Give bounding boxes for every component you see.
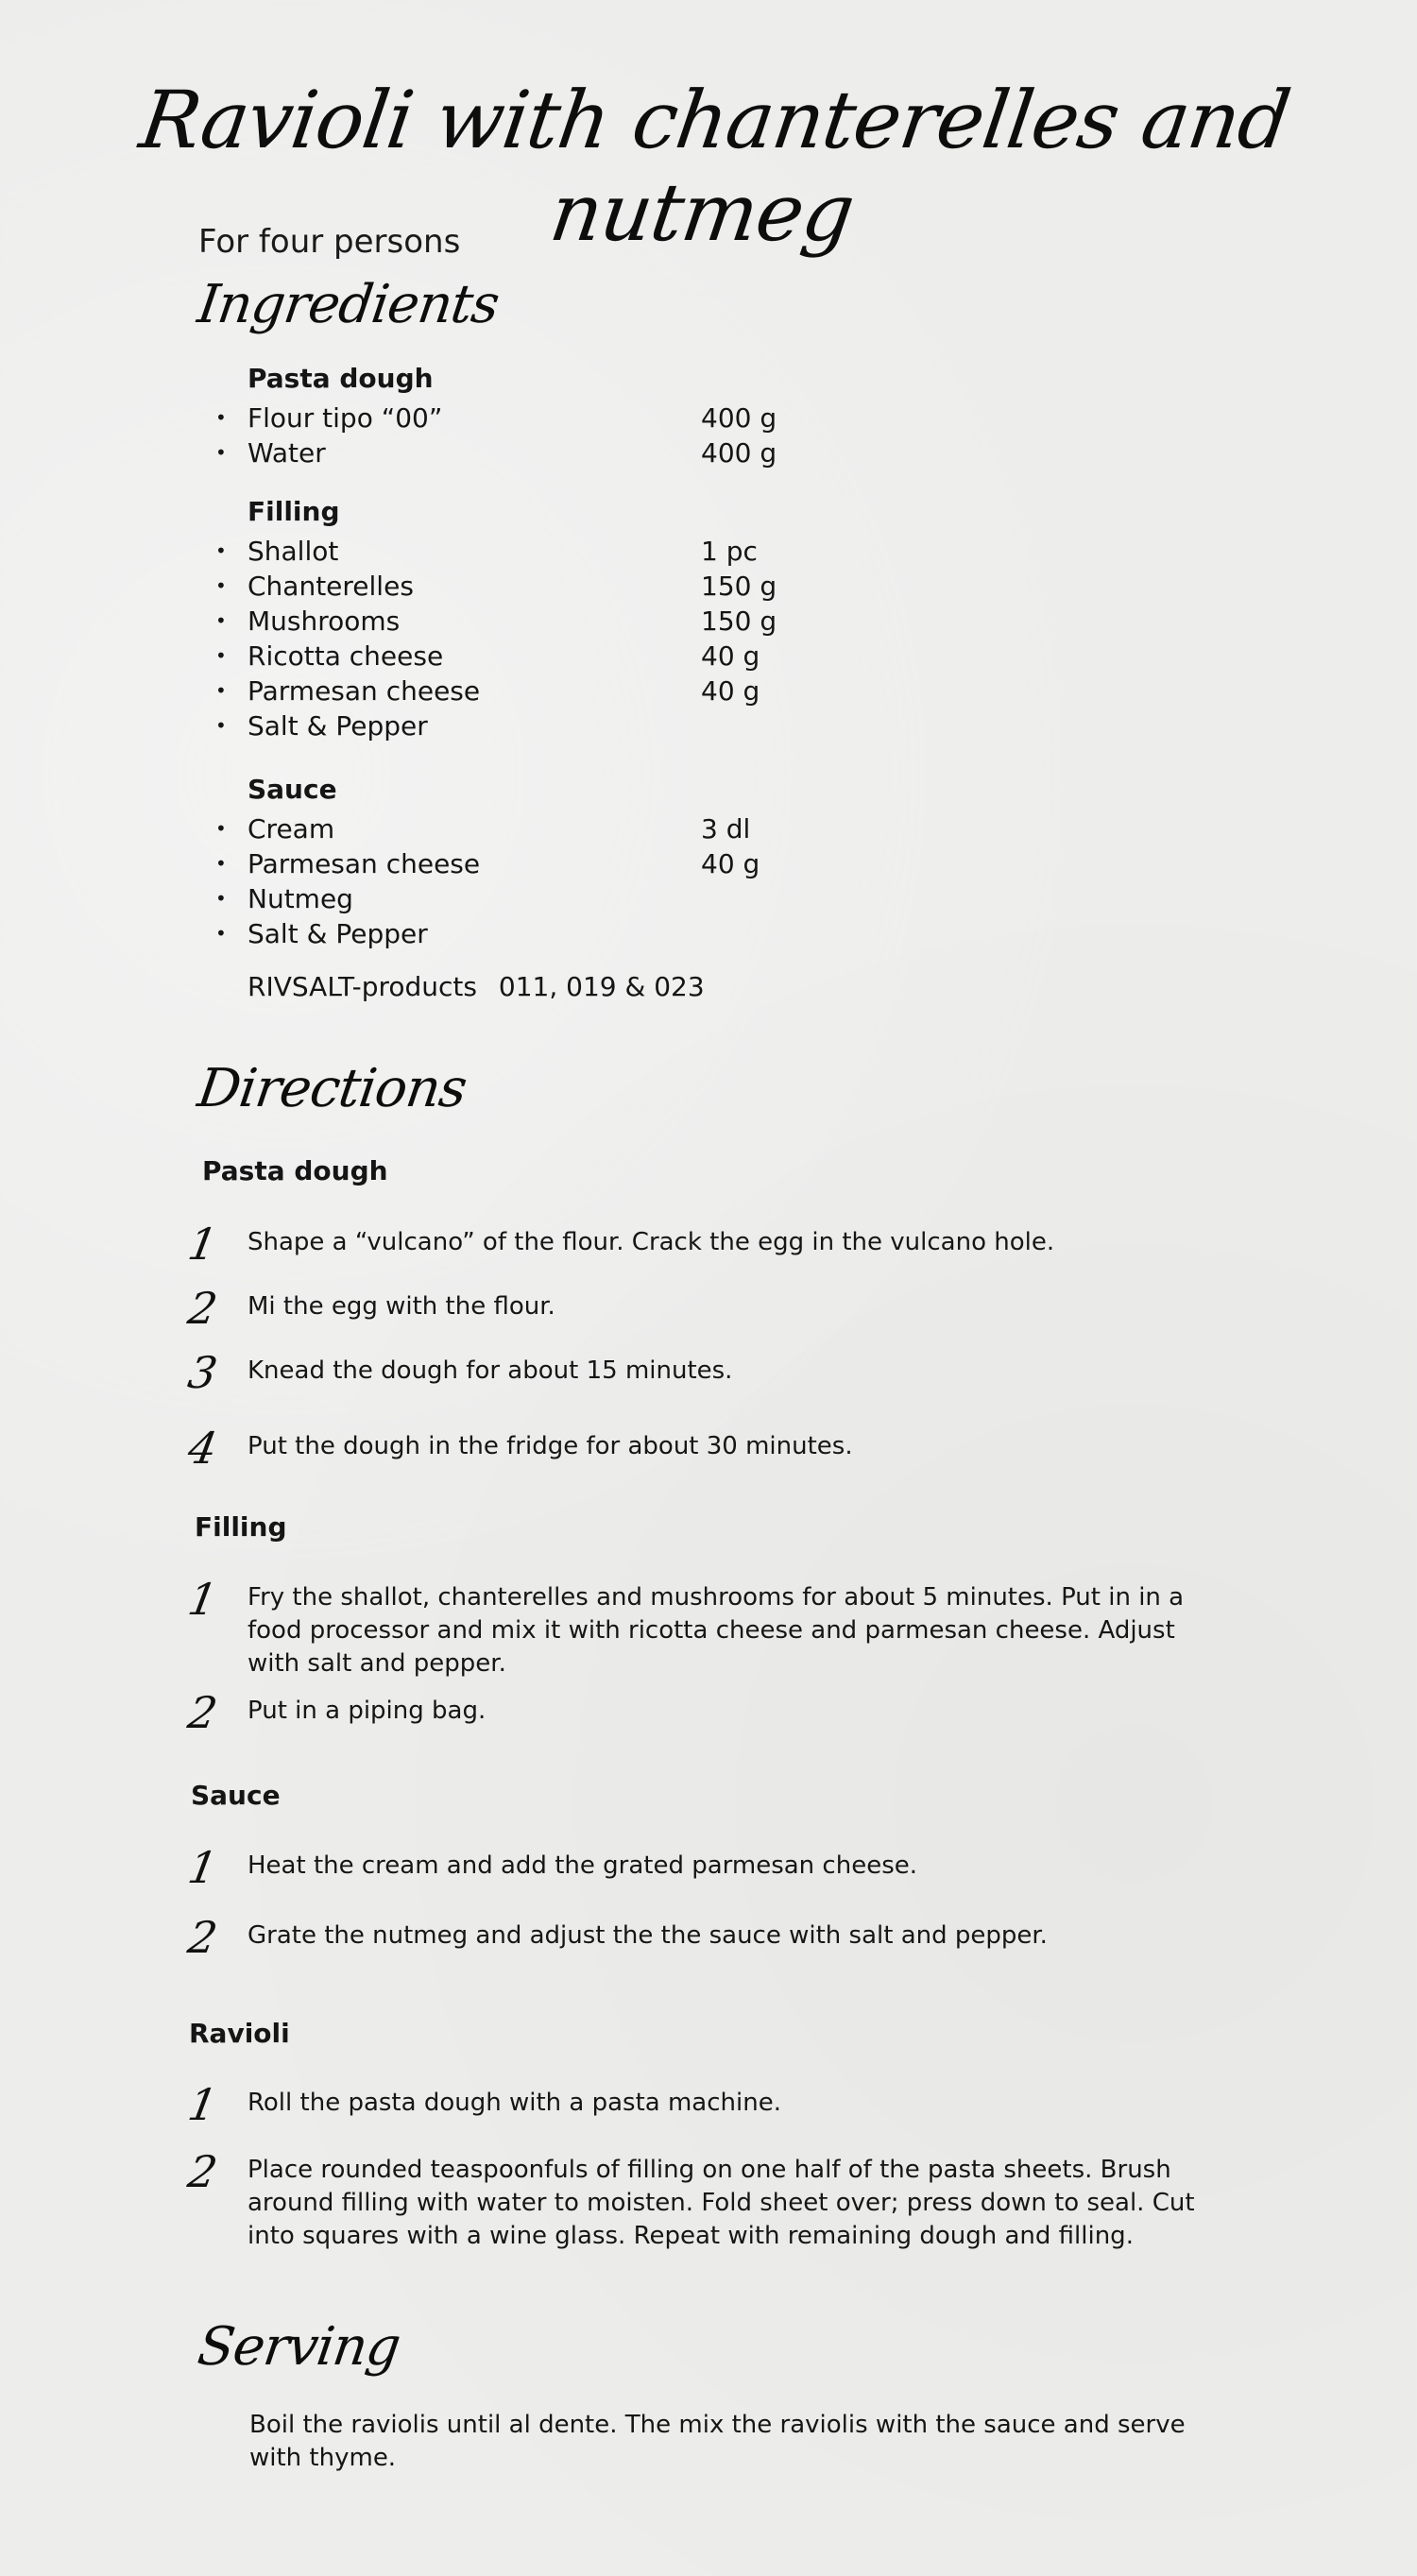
servings-note: For four persons bbox=[198, 223, 461, 261]
bullet: • bbox=[215, 714, 227, 737]
ingredient-name: Water bbox=[248, 437, 326, 469]
ingredient-name: Cream bbox=[248, 813, 335, 844]
step-text: Heat the cream and add the grated parmesan cheese. bbox=[248, 1851, 917, 1880]
direction-step bbox=[184, 1574, 1209, 1680]
bullet: • bbox=[215, 644, 227, 667]
bullet: • bbox=[215, 609, 227, 632]
ingredient-quantity: 40 g bbox=[701, 675, 760, 707]
step-text: Fry the shallot, chanterelles and mushrooms for about 5 minutes. Put in in a food processor and mix it with ricotta cheese and parmesan cheese. Adjust with salt and pepper. bbox=[248, 1583, 1185, 1678]
step-text: Knead the dough for about 15 minutes. bbox=[248, 1356, 733, 1385]
ingredient-row bbox=[215, 916, 877, 951]
step-number: 1 bbox=[184, 1574, 222, 1625]
bullet: • bbox=[215, 539, 227, 562]
ingredients-heading: Ingredients bbox=[194, 274, 503, 335]
ingredient-name: Flour tipo “00” bbox=[248, 402, 443, 434]
step-text: Shape a “vulcano” of the flour. Crack the egg in the vulcano hole. bbox=[248, 1228, 1055, 1256]
ingredient-quantity: 150 g bbox=[701, 606, 777, 637]
ingredient-name: Parmesan cheese bbox=[248, 675, 481, 707]
ingredient-row bbox=[215, 401, 877, 435]
direction-step bbox=[184, 2079, 1209, 2130]
direction-step bbox=[184, 1283, 1209, 1334]
ingredient-group-pasta-dough bbox=[215, 363, 877, 470]
bullet: • bbox=[215, 852, 227, 875]
direction-step bbox=[184, 1423, 1209, 1474]
step-number: 1 bbox=[184, 2079, 222, 2130]
ingredient-row bbox=[215, 708, 877, 743]
ingredient-row bbox=[215, 674, 877, 708]
recipe-title: Ravioli with chanterelles and nutmeg bbox=[134, 74, 1296, 259]
step-number: 2 bbox=[184, 1283, 222, 1334]
ingredient-quantity: 1 pc bbox=[701, 536, 758, 567]
bullet: • bbox=[215, 817, 227, 840]
products-codes: 011, 019 & 023 bbox=[498, 971, 705, 1002]
step-number: 1 bbox=[184, 1842, 222, 1893]
ingredient-name: Chanterelles bbox=[248, 571, 414, 602]
direction-step bbox=[184, 1687, 1209, 1738]
ingredient-row bbox=[215, 846, 877, 881]
step-number: 2 bbox=[184, 1687, 222, 1738]
ingredient-name: Salt & Pepper bbox=[248, 918, 428, 949]
ingredient-row bbox=[215, 435, 877, 470]
ingredient-quantity: 150 g bbox=[701, 571, 777, 602]
step-text: Grate the nutmeg and adjust the the sauce with salt and pepper. bbox=[248, 1921, 1048, 1950]
direction-step bbox=[184, 1347, 1209, 1398]
ingredient-quantity bbox=[701, 708, 871, 743]
serving-heading: Serving bbox=[194, 2316, 404, 2378]
bullet: • bbox=[215, 441, 227, 464]
ingredient-quantity: 40 g bbox=[701, 848, 760, 879]
direction-step bbox=[184, 1842, 1209, 1893]
directions-heading: Directions bbox=[194, 1058, 470, 1119]
step-number: 2 bbox=[184, 1912, 222, 1963]
ingredient-row bbox=[215, 881, 877, 916]
bullet: • bbox=[215, 679, 227, 702]
products-label: RIVSALT-products bbox=[248, 971, 477, 1002]
step-number: 3 bbox=[184, 1347, 222, 1398]
step-number: 1 bbox=[184, 1219, 222, 1270]
ingredient-row bbox=[215, 811, 877, 846]
directions-subheading: Sauce bbox=[191, 1780, 281, 1811]
direction-step bbox=[184, 1219, 1209, 1270]
ingredient-quantity bbox=[701, 881, 871, 916]
ingredient-name: Ricotta cheese bbox=[248, 640, 444, 672]
ingredient-row bbox=[215, 569, 877, 604]
step-text: Put the dough in the fridge for about 30 minutes. bbox=[248, 1432, 853, 1460]
ingredient-quantity: 400 g bbox=[701, 437, 777, 469]
bullet: • bbox=[215, 406, 227, 429]
ingredient-group-title: Filling bbox=[248, 496, 340, 527]
bullet: • bbox=[215, 922, 227, 945]
ingredient-group-title: Pasta dough bbox=[248, 363, 434, 394]
ingredient-name: Salt & Pepper bbox=[248, 710, 428, 742]
step-text: Place rounded teaspoonfuls of filling on one half of the pasta sheets. Brush around filling with water to moisten. Fold sheet over; press down to seal. Cut into squares with a wine glass. Repeat with remaining dough and filling. bbox=[248, 2156, 1195, 2250]
ingredient-group-title: Sauce bbox=[248, 774, 337, 805]
step-number: 2 bbox=[184, 2146, 222, 2197]
step-number: 4 bbox=[184, 1423, 222, 1474]
ingredient-quantity: 3 dl bbox=[701, 813, 751, 844]
step-text: Mi the egg with the flour. bbox=[248, 1292, 555, 1321]
direction-step bbox=[184, 1912, 1209, 1963]
step-text: Put in a piping bag. bbox=[248, 1697, 487, 1725]
ingredient-quantity: 40 g bbox=[701, 640, 760, 672]
products-note bbox=[248, 971, 705, 1002]
bullet: • bbox=[215, 574, 227, 597]
directions-subheading: Ravioli bbox=[189, 2018, 290, 2049]
ingredient-name: Shallot bbox=[248, 536, 339, 567]
ingredient-row bbox=[215, 639, 877, 674]
ingredient-name: Parmesan cheese bbox=[248, 848, 481, 879]
step-text: Roll the pasta dough with a pasta machine. bbox=[248, 2089, 781, 2117]
ingredient-row bbox=[215, 604, 877, 639]
directions-subheading: Pasta dough bbox=[202, 1155, 388, 1186]
ingredient-group-filling bbox=[215, 496, 877, 743]
bullet: • bbox=[215, 887, 227, 910]
ingredient-name: Mushrooms bbox=[248, 606, 401, 637]
ingredient-quantity: 400 g bbox=[701, 402, 777, 434]
serving-text: Boil the raviolis until al dente. The mix the raviolis with the sauce and serve with thyme. bbox=[249, 2411, 1186, 2472]
ingredient-row bbox=[215, 534, 877, 569]
ingredient-name: Nutmeg bbox=[248, 883, 353, 914]
directions-subheading: Filling bbox=[195, 1511, 287, 1543]
direction-step bbox=[184, 2146, 1209, 2253]
ingredient-group-sauce bbox=[215, 774, 877, 951]
ingredient-quantity bbox=[701, 916, 871, 951]
